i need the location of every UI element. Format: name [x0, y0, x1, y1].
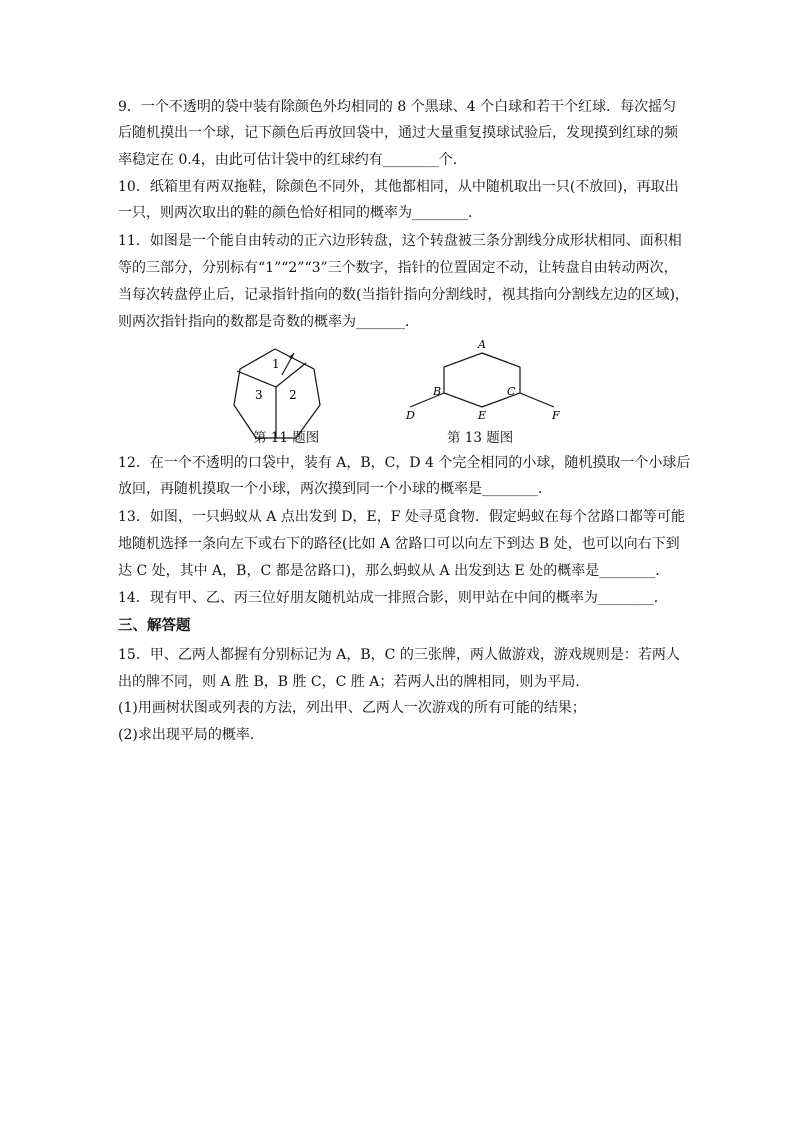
question-15-line-1: 15．甲、乙两人都握有分别标记为 A，B，C 的三张牌，两人做游戏，游戏规则是：若两人: [118, 647, 680, 663]
region-label-3: 3: [255, 388, 263, 402]
section-heading-answers: 三、解答题: [118, 617, 191, 634]
figure-11-caption: 第 11 题图: [253, 430, 320, 446]
point-label-b: B: [433, 385, 442, 398]
question-9-line-1: 9．一个不透明的袋中装有除颜色外均相同的 8 个黑球、4 个白球和若干个红球．每次摇匀: [118, 99, 677, 115]
question-10-line-2: 一只，则两次取出的鞋的颜色恰好相同的概率为________．: [118, 205, 482, 221]
question-12-line-2: 放回，再随机摸取一个小球，两次摸到同一个小球的概率是________．: [118, 481, 552, 497]
question-13-line-3: 达 C 处，其中 A，B，C 都是岔路口)，那么蚂蚁从 A 出发到达 E 处的概率是________．: [118, 563, 670, 579]
path-c-to-f: [520, 393, 554, 407]
region-label-2: 2: [289, 388, 297, 402]
question-13-line-2: 地随机选择一条向左下或右下的路径(比如 A 岔路口可以向左下到达 B 处，也可以向右下到: [118, 536, 680, 552]
question-11-line-3: 当每次转盘停止后，记录指针指向的数(当指针指向分割线时，视其指向分割线左边的区域)，: [118, 287, 689, 303]
question-14-line-1: 14．现有甲、乙、丙三位好朋友随机站成一排照合影，则甲站在中间的概率为________．: [118, 590, 668, 606]
point-label-e: E: [478, 409, 487, 422]
question-13-line-1: 13．如图，一只蚂蚁从 A 点出发到 D，E，F 处寻觅食物．假定蚂蚁在每个岔路口都等可能: [118, 509, 685, 525]
point-label-c: C: [507, 385, 516, 398]
question-9-line-3: 率稳定在 0.4，由此可估计袋中的红球约有________个．: [118, 152, 467, 168]
question-11-line-2: 等的三部分，分别标有“1”“2”“3”三个数字，指针的位置固定不动，让转盘自由转动两次，: [118, 260, 678, 276]
question-11-line-4: 则两次指针指向的数都是奇数的概率为_______．: [118, 314, 419, 330]
question-10-line-1: 10．纸箱里有两双拖鞋，除颜色不同外，其他都相同，从中随机取出一只(不放回)，再取出: [118, 179, 679, 195]
point-label-a: A: [478, 338, 486, 351]
point-label-d: D: [406, 409, 415, 422]
question-9-line-2: 后随机摸出一个球，记下颜色后再放回袋中，通过大量重复摸球试验后，发现摸到红球的频: [118, 125, 678, 141]
question-11-line-1: 11．如图是一个能自由转动的正六边形转盘，这个转盘被三条分割线分成形状相同、面积相: [118, 233, 682, 249]
point-label-f: F: [552, 409, 560, 422]
question-15-part-2: (2)求出现平局的概率．: [118, 727, 264, 743]
question-15-part-1: (1)用画树状图或列表的方法，列出甲、乙两人一次游戏的所有可能的结果；: [118, 700, 586, 716]
path-hexagon: [444, 353, 520, 407]
question-15-line-2: 出的牌不同，则 A 胜 B，B 胜 C，C 胜 A；若两人出的牌相同，则为平局．: [118, 674, 590, 690]
region-label-1: 1: [272, 357, 280, 371]
question-12-line-1: 12．在一个不透明的口袋中，装有 A，B，C，D 4 个完全相同的小球，随机摸取一个小球后: [118, 455, 691, 471]
figure-13-caption: 第 13 题图: [447, 430, 514, 446]
